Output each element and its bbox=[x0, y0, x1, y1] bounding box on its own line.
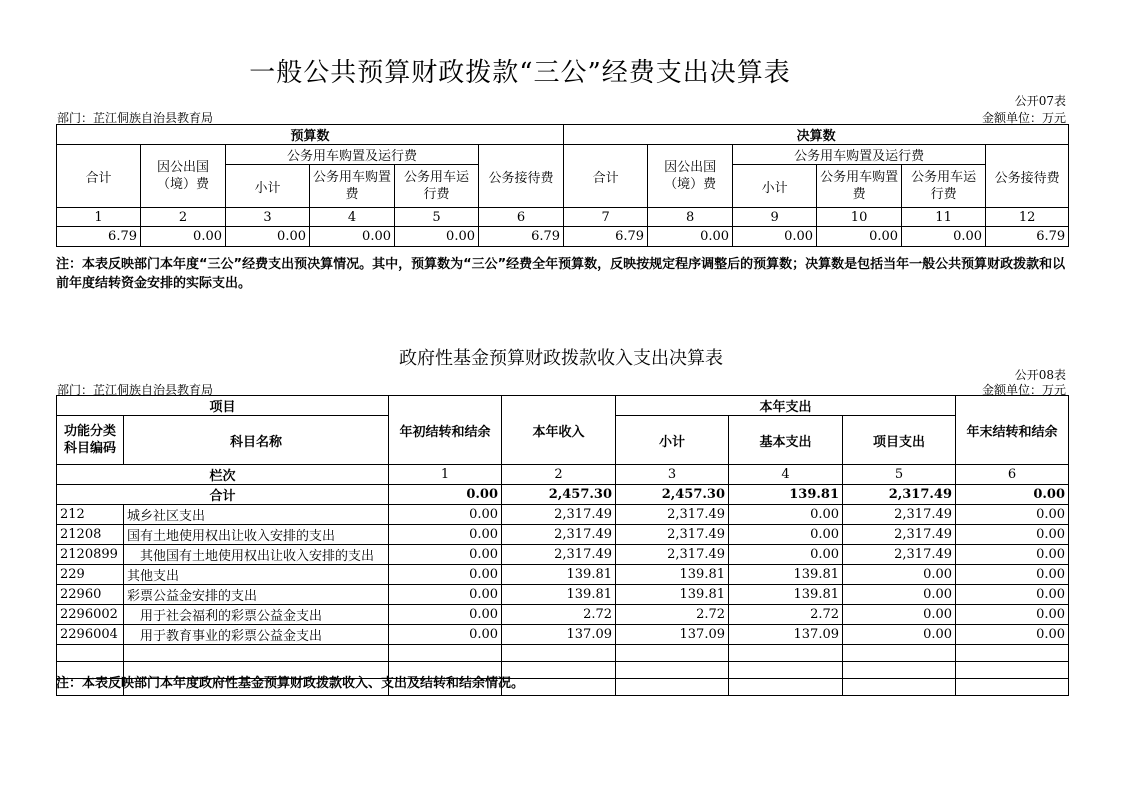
value-cell: 0.00 bbox=[648, 227, 733, 247]
final-abroad-header: 因公出国（境）费 bbox=[648, 145, 733, 208]
value-cell: 0.00 bbox=[843, 585, 956, 605]
value-cell: 2,317.49 bbox=[843, 545, 956, 565]
value-cell: 0.00 bbox=[956, 525, 1069, 545]
value-cell: 0.00 bbox=[310, 227, 395, 247]
value-cell: 0.00 bbox=[902, 227, 986, 247]
col-number: 6 bbox=[956, 465, 1069, 485]
col-number: 12 bbox=[986, 208, 1069, 227]
value-cell: 139.81 bbox=[616, 565, 729, 585]
value-cell: 0.00 bbox=[729, 505, 843, 525]
table2-unit: 金额单位：万元 bbox=[981, 383, 1066, 397]
col-number: 7 bbox=[564, 208, 648, 227]
col-number: 10 bbox=[817, 208, 902, 227]
value-cell: 0.00 bbox=[389, 545, 502, 565]
func-code-cell: 2296004 bbox=[57, 625, 124, 645]
value-cell: 137.09 bbox=[729, 625, 843, 645]
value-cell: 0.00 bbox=[389, 605, 502, 625]
value-cell: 2.72 bbox=[616, 605, 729, 625]
col-index-label: 栏次 bbox=[57, 465, 389, 485]
col-number: 1 bbox=[57, 208, 141, 227]
func-code-header: 功能分类科目编码 bbox=[57, 416, 124, 465]
table2-code: 公开08表 bbox=[1014, 368, 1066, 382]
value-cell: 6.79 bbox=[57, 227, 141, 247]
subject-name-header: 科目名称 bbox=[124, 416, 389, 465]
table2-title: 政府性基金预算财政拨款收入支出决算表 bbox=[399, 348, 723, 369]
value-cell: 0.00 bbox=[956, 585, 1069, 605]
col-number: 3 bbox=[616, 465, 729, 485]
budget-abroad-header: 因公出国（境）费 bbox=[141, 145, 226, 208]
value-cell: 0.00 bbox=[956, 505, 1069, 525]
final-car-run-header: 公务用车运行费 bbox=[902, 165, 986, 208]
func-code-cell: 2120899 bbox=[57, 545, 124, 565]
final-car-header: 公务用车购置及运行费 bbox=[733, 145, 986, 165]
func-code-cell: 229 bbox=[57, 565, 124, 585]
value-cell: 2,317.49 bbox=[616, 525, 729, 545]
budget-subtotal-header: 小计 bbox=[226, 165, 310, 208]
value-cell: 2,317.49 bbox=[502, 505, 616, 525]
budget-total-header: 合计 bbox=[57, 145, 141, 208]
subject-name-cell: 彩票公益金安排的支出 bbox=[124, 585, 389, 605]
final-recept-header: 公务接待费 bbox=[986, 145, 1069, 208]
value-cell: 2,317.49 bbox=[843, 505, 956, 525]
budget-car-buy-header: 公务用车购置费 bbox=[310, 165, 395, 208]
table1-code: 公开07表 bbox=[1014, 94, 1066, 108]
total-cell: 2,457.30 bbox=[616, 485, 729, 505]
value-cell: 2,317.49 bbox=[843, 525, 956, 545]
expense-header: 本年支出 bbox=[616, 396, 956, 416]
subject-name-cell: 城乡社区支出 bbox=[124, 505, 389, 525]
col-number: 5 bbox=[843, 465, 956, 485]
value-cell: 0.00 bbox=[389, 625, 502, 645]
table1-unit: 金额单位：万元 bbox=[981, 111, 1066, 125]
value-cell: 137.09 bbox=[502, 625, 616, 645]
subject-name-cell: 国有土地使用权出让收入安排的支出 bbox=[124, 525, 389, 545]
table-row bbox=[57, 605, 1069, 625]
final-total-header: 合计 bbox=[564, 145, 648, 208]
value-cell: 0.00 bbox=[843, 565, 956, 585]
value-cell: 0.00 bbox=[843, 605, 956, 625]
col-number: 2 bbox=[141, 208, 226, 227]
value-cell: 0.00 bbox=[956, 565, 1069, 585]
gov-fund-table bbox=[56, 395, 1069, 696]
value-cell: 0.00 bbox=[956, 605, 1069, 625]
value-cell: 6.79 bbox=[986, 227, 1069, 247]
table1-note: 注：本表反映部门本年度“三公”经费支出预决算情况。其中，预算数为“三公”经费全年预算数，反映按规定程序调整后的预算数；决算数是包括当年一般公共预算财政拨款和以前年度结转资金安排的实际支出。 bbox=[56, 257, 1066, 291]
value-cell: 0.00 bbox=[733, 227, 817, 247]
end-balance-header: 年末结转和结余 bbox=[956, 396, 1069, 465]
col-number: 6 bbox=[479, 208, 564, 227]
three-public-expense-table bbox=[56, 124, 1069, 247]
total-cell: 2,317.49 bbox=[843, 485, 956, 505]
value-cell: 0.00 bbox=[956, 545, 1069, 565]
col-number: 5 bbox=[395, 208, 479, 227]
total-cell: 139.81 bbox=[729, 485, 843, 505]
basic-expense-header: 基本支出 bbox=[729, 416, 843, 465]
budget-car-run-header: 公务用车运行费 bbox=[395, 165, 479, 208]
value-cell: 0.00 bbox=[389, 585, 502, 605]
value-cell: 0.00 bbox=[226, 227, 310, 247]
value-cell: 2,317.49 bbox=[616, 505, 729, 525]
col-number: 4 bbox=[310, 208, 395, 227]
value-cell: 0.00 bbox=[395, 227, 479, 247]
subject-name-cell: 用于社会福利的彩票公益金支出 bbox=[124, 605, 389, 625]
budget-car-header: 公务用车购置及运行费 bbox=[226, 145, 479, 165]
col-number: 9 bbox=[733, 208, 817, 227]
value-cell: 139.81 bbox=[729, 565, 843, 585]
value-cell: 0.00 bbox=[843, 625, 956, 645]
table-row bbox=[57, 545, 1069, 565]
value-cell: 0.00 bbox=[389, 565, 502, 585]
expense-subtotal-header: 小计 bbox=[616, 416, 729, 465]
table1-title: 一般公共预算财政拨款“三公”经费支出决算表 bbox=[249, 58, 791, 88]
subject-name-cell: 其他国有土地使用权出让收入安排的支出 bbox=[124, 545, 389, 565]
final-subtotal-header: 小计 bbox=[733, 165, 817, 208]
value-cell: 139.81 bbox=[502, 565, 616, 585]
table2-note: 注：本表反映部门本年度政府性基金预算财政拨款收入、支出及结转和结余情况。 bbox=[56, 676, 525, 691]
total-cell: 2,457.30 bbox=[502, 485, 616, 505]
value-cell: 0.00 bbox=[817, 227, 902, 247]
value-cell: 0.00 bbox=[956, 625, 1069, 645]
income-header: 本年收入 bbox=[502, 396, 616, 465]
value-cell: 0.00 bbox=[729, 525, 843, 545]
value-cell: 0.00 bbox=[389, 505, 502, 525]
func-code-cell: 212 bbox=[57, 505, 124, 525]
value-cell: 6.79 bbox=[564, 227, 648, 247]
total-cell: 0.00 bbox=[956, 485, 1069, 505]
table-row bbox=[57, 625, 1069, 645]
budget-header: 预算数 bbox=[57, 125, 564, 145]
begin-balance-header: 年初结转和结余 bbox=[389, 396, 502, 465]
empty-row bbox=[57, 645, 1069, 662]
final-header: 决算数 bbox=[564, 125, 1069, 145]
table-row bbox=[57, 565, 1069, 585]
value-cell: 139.81 bbox=[729, 585, 843, 605]
col-number: 11 bbox=[902, 208, 986, 227]
col-number: 3 bbox=[226, 208, 310, 227]
value-cell: 6.79 bbox=[479, 227, 564, 247]
col-number: 4 bbox=[729, 465, 843, 485]
value-cell: 137.09 bbox=[616, 625, 729, 645]
func-code-cell: 2296002 bbox=[57, 605, 124, 625]
value-cell: 2,317.49 bbox=[616, 545, 729, 565]
func-code-cell: 21208 bbox=[57, 525, 124, 545]
budget-recept-header: 公务接待费 bbox=[479, 145, 564, 208]
item-header: 项目 bbox=[57, 396, 389, 416]
value-cell: 2.72 bbox=[729, 605, 843, 625]
table-row bbox=[57, 505, 1069, 525]
value-cell: 2.72 bbox=[502, 605, 616, 625]
total-label: 合计 bbox=[57, 485, 389, 505]
value-cell: 2,317.49 bbox=[502, 545, 616, 565]
func-code-cell: 22960 bbox=[57, 585, 124, 605]
value-cell: 0.00 bbox=[141, 227, 226, 247]
subject-name-cell: 其他支出 bbox=[124, 565, 389, 585]
value-cell: 139.81 bbox=[616, 585, 729, 605]
project-expense-header: 项目支出 bbox=[843, 416, 956, 465]
final-car-buy-header: 公务用车购置费 bbox=[817, 165, 902, 208]
table2-dept: 部门：芷江侗族自治县教育局 bbox=[57, 383, 214, 397]
table-row bbox=[57, 585, 1069, 605]
value-cell: 2,317.49 bbox=[502, 525, 616, 545]
value-cell: 0.00 bbox=[389, 525, 502, 545]
total-cell: 0.00 bbox=[389, 485, 502, 505]
col-number: 1 bbox=[389, 465, 502, 485]
table1-dept: 部门：芷江侗族自治县教育局 bbox=[57, 111, 214, 125]
value-cell: 139.81 bbox=[502, 585, 616, 605]
table-row bbox=[57, 525, 1069, 545]
subject-name-cell: 用于教育事业的彩票公益金支出 bbox=[124, 625, 389, 645]
col-number: 8 bbox=[648, 208, 733, 227]
value-cell: 0.00 bbox=[729, 545, 843, 565]
col-number: 2 bbox=[502, 465, 616, 485]
